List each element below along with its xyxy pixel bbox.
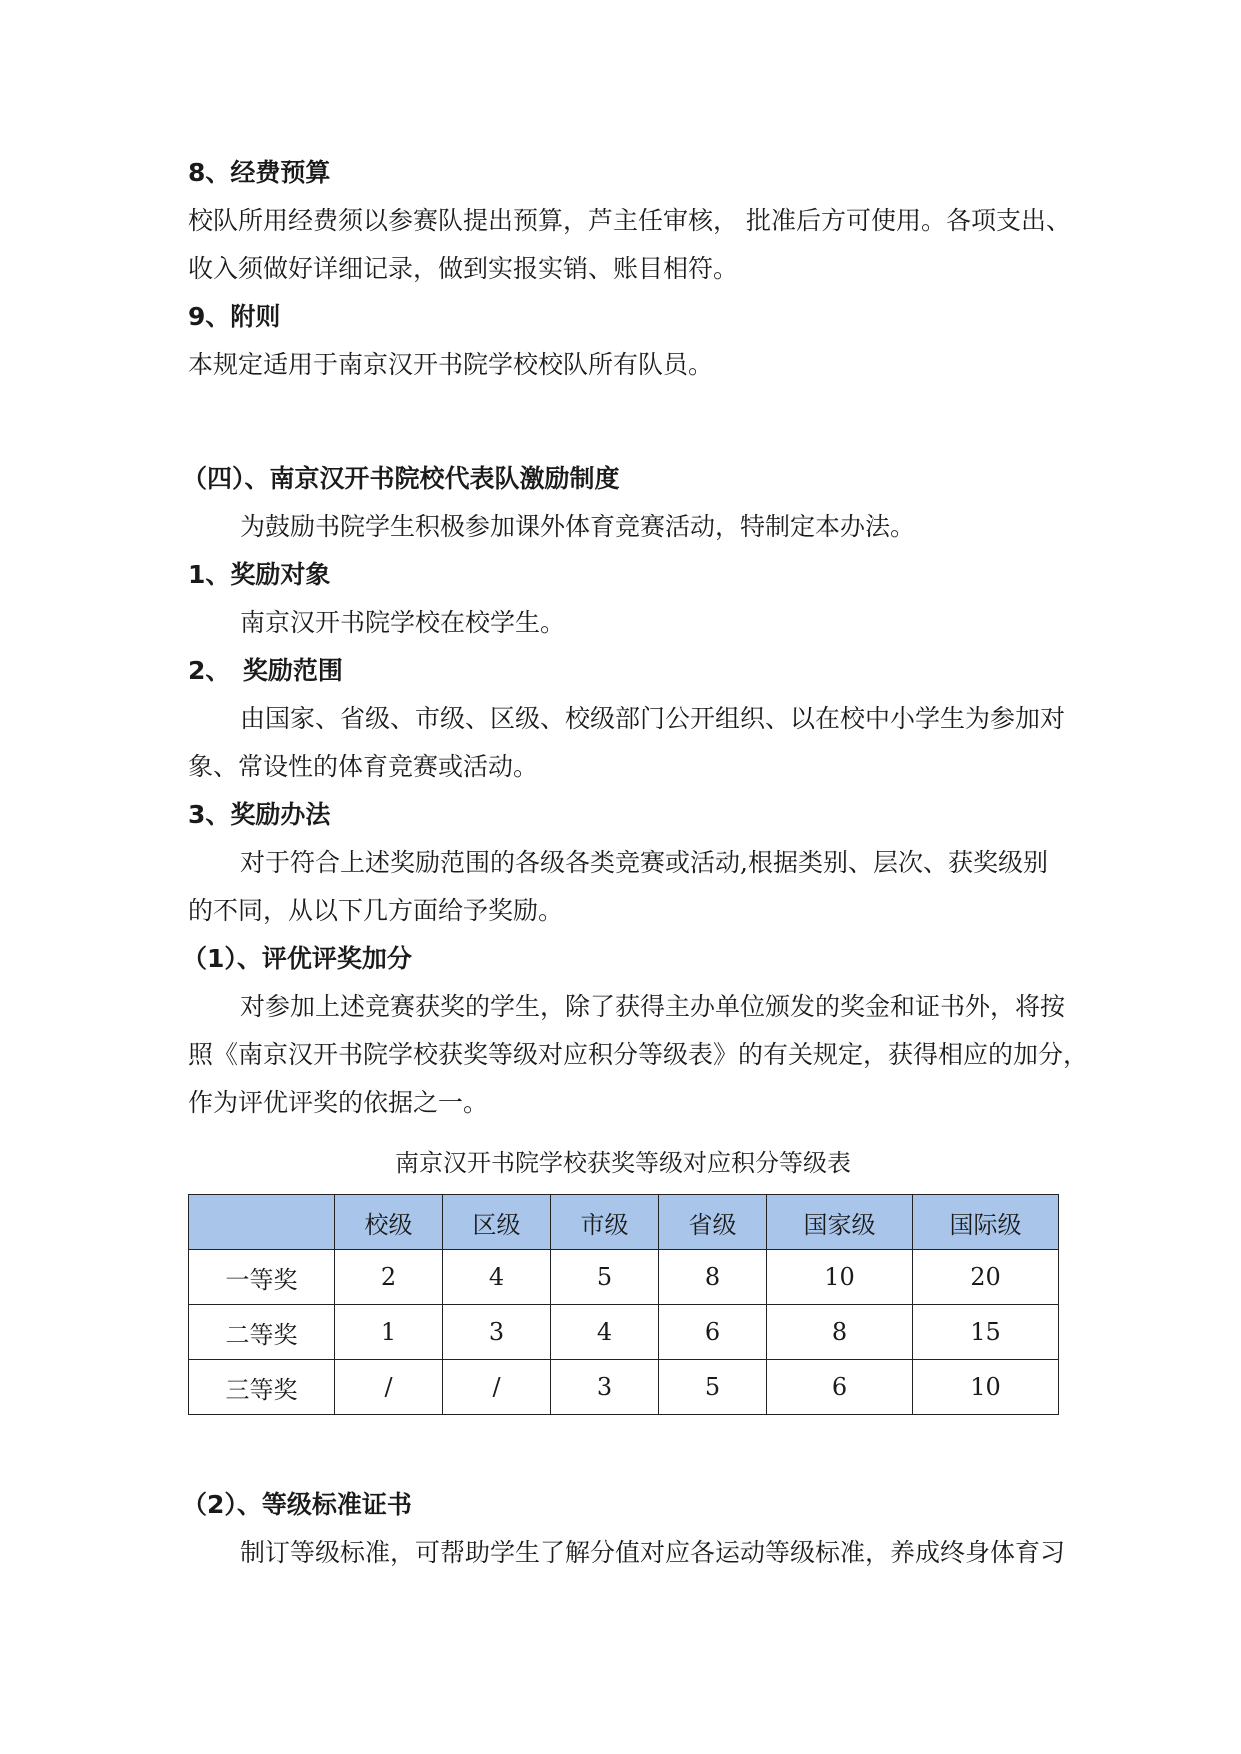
paragraph-line: 收入须做好详细记录，做到实报实销、账目相符。	[188, 254, 739, 283]
table-caption: 南京汉开书院学校获奖等级对应积分等级表	[395, 1149, 851, 1177]
table-cell: 4	[551, 1305, 659, 1360]
section-heading-appendix: 9、附则	[188, 302, 281, 331]
table-cell: 2	[335, 1250, 443, 1305]
section-heading-targets: 1、奖励对象	[188, 560, 331, 589]
table-header-cell	[189, 1195, 335, 1250]
section-heading-scope: 2、 奖励范围	[188, 656, 343, 685]
table-row	[189, 1305, 1059, 1360]
section-heading-incentive: （四）、南京汉开书院校代表队激励制度	[182, 464, 620, 493]
table-header-cell: 国家级	[767, 1195, 913, 1250]
paragraph-line: 象、常设性的体育竞赛或活动。	[188, 752, 539, 781]
table-cell: 10	[913, 1360, 1059, 1415]
paragraph-line: 由国家、省级、市级、区级、校级部门公开组织、以在校中小学生为参加对	[240, 704, 1066, 733]
paragraph-line: 对参加上述竞赛获奖的学生，除了获得主办单位颁发的奖金和证书外，将按	[240, 992, 1066, 1021]
table-cell: 5	[659, 1360, 767, 1415]
table-cell: /	[443, 1360, 551, 1415]
table-cell: 3	[443, 1305, 551, 1360]
table-cell: 20	[913, 1250, 1059, 1305]
table-cell: 6	[659, 1305, 767, 1360]
paragraph-line: 校队所用经费须以参赛队提出预算，芦主任审核， 批准后方可使用。各项支出、	[188, 206, 1071, 235]
table-cell: 6	[767, 1360, 913, 1415]
section-heading-method: 3、奖励办法	[188, 800, 331, 829]
table-header-row	[189, 1195, 1059, 1250]
table-cell: /	[335, 1360, 443, 1415]
table-header-cell: 校级	[335, 1195, 443, 1250]
paragraph-line: 照《南京汉开书院学校获奖等级对应积分等级表》的有关规定，获得相应的加分，	[188, 1040, 1089, 1069]
table-header-cell: 市级	[551, 1195, 659, 1250]
paragraph-line: 的不同，从以下几方面给予奖励。	[188, 896, 564, 925]
subsection-heading-certificate: （2）、等级标准证书	[182, 1490, 412, 1519]
table-cell: 8	[659, 1250, 767, 1305]
table-cell: 1	[335, 1305, 443, 1360]
table-row	[189, 1360, 1059, 1415]
table-row	[189, 1250, 1059, 1305]
paragraph-line: 作为评优评奖的依据之一。	[188, 1088, 489, 1117]
table-cell: 二等奖	[189, 1305, 335, 1360]
table-cell: 4	[443, 1250, 551, 1305]
table-cell: 5	[551, 1250, 659, 1305]
table-cell: 3	[551, 1360, 659, 1415]
table-header-cell: 省级	[659, 1195, 767, 1250]
table-cell: 15	[913, 1305, 1059, 1360]
paragraph-line: 为鼓励书院学生积极参加课外体育竞赛活动，特制定本办法。	[240, 512, 916, 541]
table-cell: 一等奖	[189, 1250, 335, 1305]
table-cell: 10	[767, 1250, 913, 1305]
table-header-cell: 区级	[443, 1195, 551, 1250]
subsection-heading-bonus: （1）、评优评奖加分	[182, 944, 412, 973]
table-header-cell: 国际级	[913, 1195, 1059, 1250]
table-cell: 三等奖	[189, 1360, 335, 1415]
paragraph-line: 本规定适用于南京汉开书院学校校队所有队员。	[188, 350, 714, 379]
table-cell: 8	[767, 1305, 913, 1360]
paragraph-line: 南京汉开书院学校在校学生。	[240, 608, 566, 637]
paragraph-line: 制订等级标准，可帮助学生了解分值对应各运动等级标准，养成终身体育习	[240, 1538, 1066, 1567]
paragraph-line: 对于符合上述奖励范围的各级各类竞赛或活动,根据类别、层次、获奖级别	[240, 848, 1048, 877]
section-heading-budget: 8、经费预算	[188, 158, 331, 187]
award-points-table	[188, 1194, 1059, 1415]
